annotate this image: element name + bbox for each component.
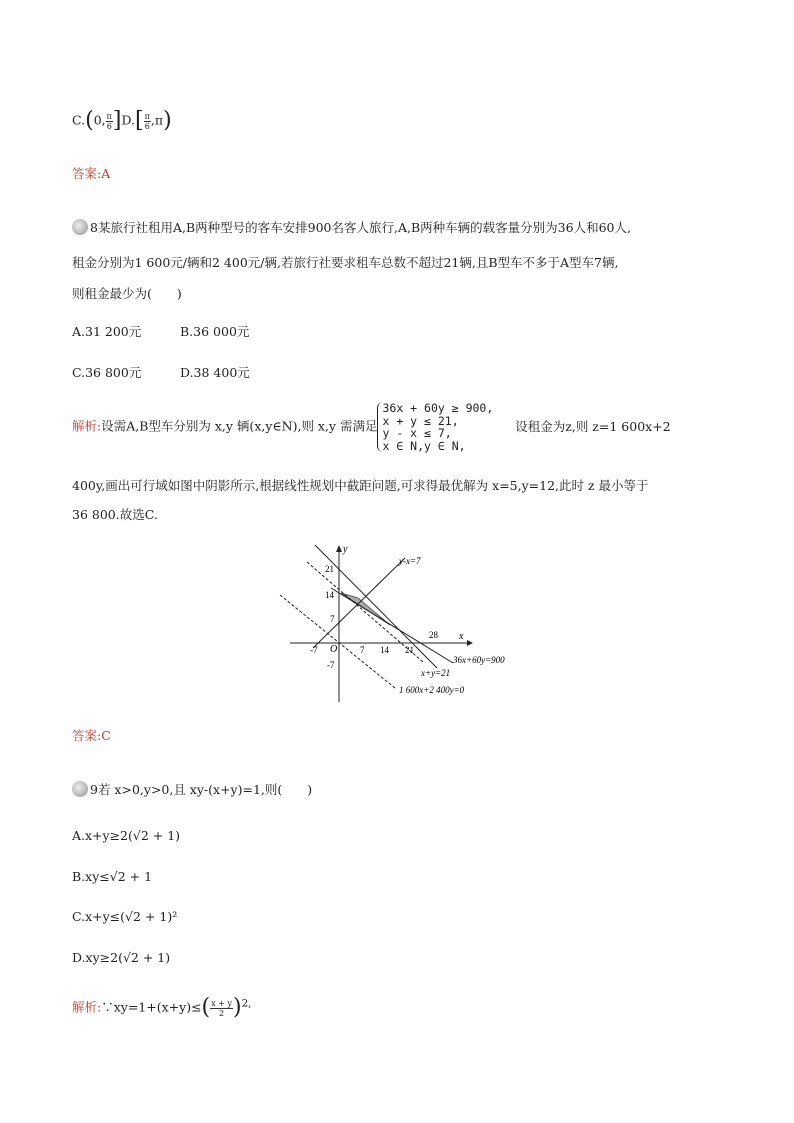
x-tick-neg7: -7 [310, 645, 318, 655]
y-tick-21: 21 [325, 564, 334, 574]
x-tick-21: 21 [405, 645, 414, 655]
question-bullet-icon [72, 781, 88, 797]
q9-option-a: A.x+y≥2(√2 + 1) [72, 828, 181, 843]
q7-option-c-label: C. [72, 112, 86, 128]
bracket-close: ] [112, 108, 122, 133]
constraint-2: x + y ≤ 21, [382, 413, 459, 428]
x-axis-label: x [459, 631, 464, 642]
y-axis-label: y [343, 544, 348, 555]
q9-solution [72, 997, 252, 1019]
linear-programming-graph [275, 540, 520, 705]
solution-label: 解析: [72, 999, 102, 1015]
solution-body: ∵xy=1+(x+y)≤ [101, 999, 202, 1015]
paren-open: ( [85, 108, 94, 133]
fraction [106, 112, 113, 131]
label-x-plus-y: x+y=21 [421, 668, 451, 678]
x-tick-14: 14 [380, 645, 389, 655]
constraint-system [377, 402, 493, 452]
q8-answer [72, 726, 111, 744]
label-objective: 1 600x+2 400y=0 [399, 685, 465, 695]
answer-label: 答案: [72, 166, 102, 181]
q7-option-d-tail: ,π [150, 112, 164, 128]
line-36x-60y [331, 588, 453, 663]
q7-answer [72, 164, 110, 182]
solution-label: 解析: [72, 418, 102, 434]
q7-option-d-label: D. [121, 112, 136, 128]
q8-stem-line2: 租金分别为1 600元/辆和2 400元/辆,若旅行社要求租车总数不超过21辆,且B型车不多于A型车7辆, [72, 255, 619, 270]
frac-num: π [106, 111, 112, 121]
x-axis-arrow-icon [467, 640, 473, 646]
solution-part2: 设租金为z,则 z=1 600x+2 [515, 418, 671, 434]
label-y-minus-x: y-x=7 [399, 556, 421, 566]
q7-options-cd [72, 110, 172, 132]
answer-value: A [101, 166, 111, 181]
solution-tail: 2, [241, 997, 252, 1010]
q9-stem [72, 780, 312, 798]
q9-stem-text: 9若 x>0,y>0,且 xy-(x+y)=1,则( ) [90, 782, 313, 797]
y-tick-7: 7 [330, 614, 335, 624]
answer-label: 答案: [72, 728, 102, 743]
constraint-1: 36x + 60y ≥ 900, [382, 401, 494, 415]
frac-den: 6 [106, 121, 112, 131]
q8-option-b: B.36 000元 [180, 324, 250, 339]
q9-option-c: C.x+y≤(√2 + 1)² [72, 909, 178, 924]
bracket-open: [ [135, 108, 144, 133]
q8-stem-line1 [72, 218, 631, 236]
q9-option-d: D.xy≥2(√2 + 1) [72, 950, 171, 965]
q8-solution-line2: 400y,画出可行域如图中阴影所示,根据线性规划中截距问题,可求得最优解为 x=5,y=12,此时 z 最小等于 [72, 478, 649, 493]
constraint-4: x ∈ N,y ∈ N, [382, 438, 466, 453]
frac-num: π [144, 111, 150, 121]
frac-num: x + y [211, 998, 232, 1008]
q8-stem-line3: 则租金最少为( ) [72, 286, 182, 301]
paren-open: ( [201, 995, 211, 1020]
question-bullet-icon [72, 219, 88, 235]
solution-part1: 设需A,B型车分别为 x,y 辆(x,y∈N),则 x,y 需满足 [101, 418, 378, 434]
q9-option-b: B.xy≤√2 + 1 [72, 869, 153, 884]
q8-solution-line1 [72, 402, 671, 452]
q8-line1-text: 8某旅行社租用A,B两种型号的客车安排900名客人旅行,A,B两种车辆的载客量分别为36人和60人, [90, 220, 631, 235]
constraint-3: y - x ≤ 7, [382, 426, 452, 440]
frac-den: 2 [219, 1008, 225, 1018]
q7-option-c-body: 0, [93, 112, 106, 128]
answer-value: C [101, 728, 111, 743]
fraction [210, 999, 233, 1018]
q8-option-c: C.36 800元 [72, 365, 142, 380]
fraction [144, 112, 151, 131]
q8-option-a: A.31 200元 [72, 324, 142, 339]
y-axis-arrow-icon [336, 545, 342, 552]
x-tick-28: 28 [429, 630, 438, 640]
y-tick-14: 14 [325, 590, 334, 600]
origin-label: O [330, 644, 338, 655]
paren-close: ) [232, 995, 242, 1020]
label-36x-60y: 36x+60y=900 [453, 655, 505, 665]
q8-option-d: D.38 400元 [180, 365, 250, 380]
y-tick-neg7: -7 [327, 660, 335, 670]
x-tick-7: 7 [360, 645, 365, 655]
frac-den: 6 [144, 121, 150, 131]
paren-close: ) [163, 108, 172, 133]
q8-solution-line3: 36 800.故选C. [72, 507, 158, 522]
